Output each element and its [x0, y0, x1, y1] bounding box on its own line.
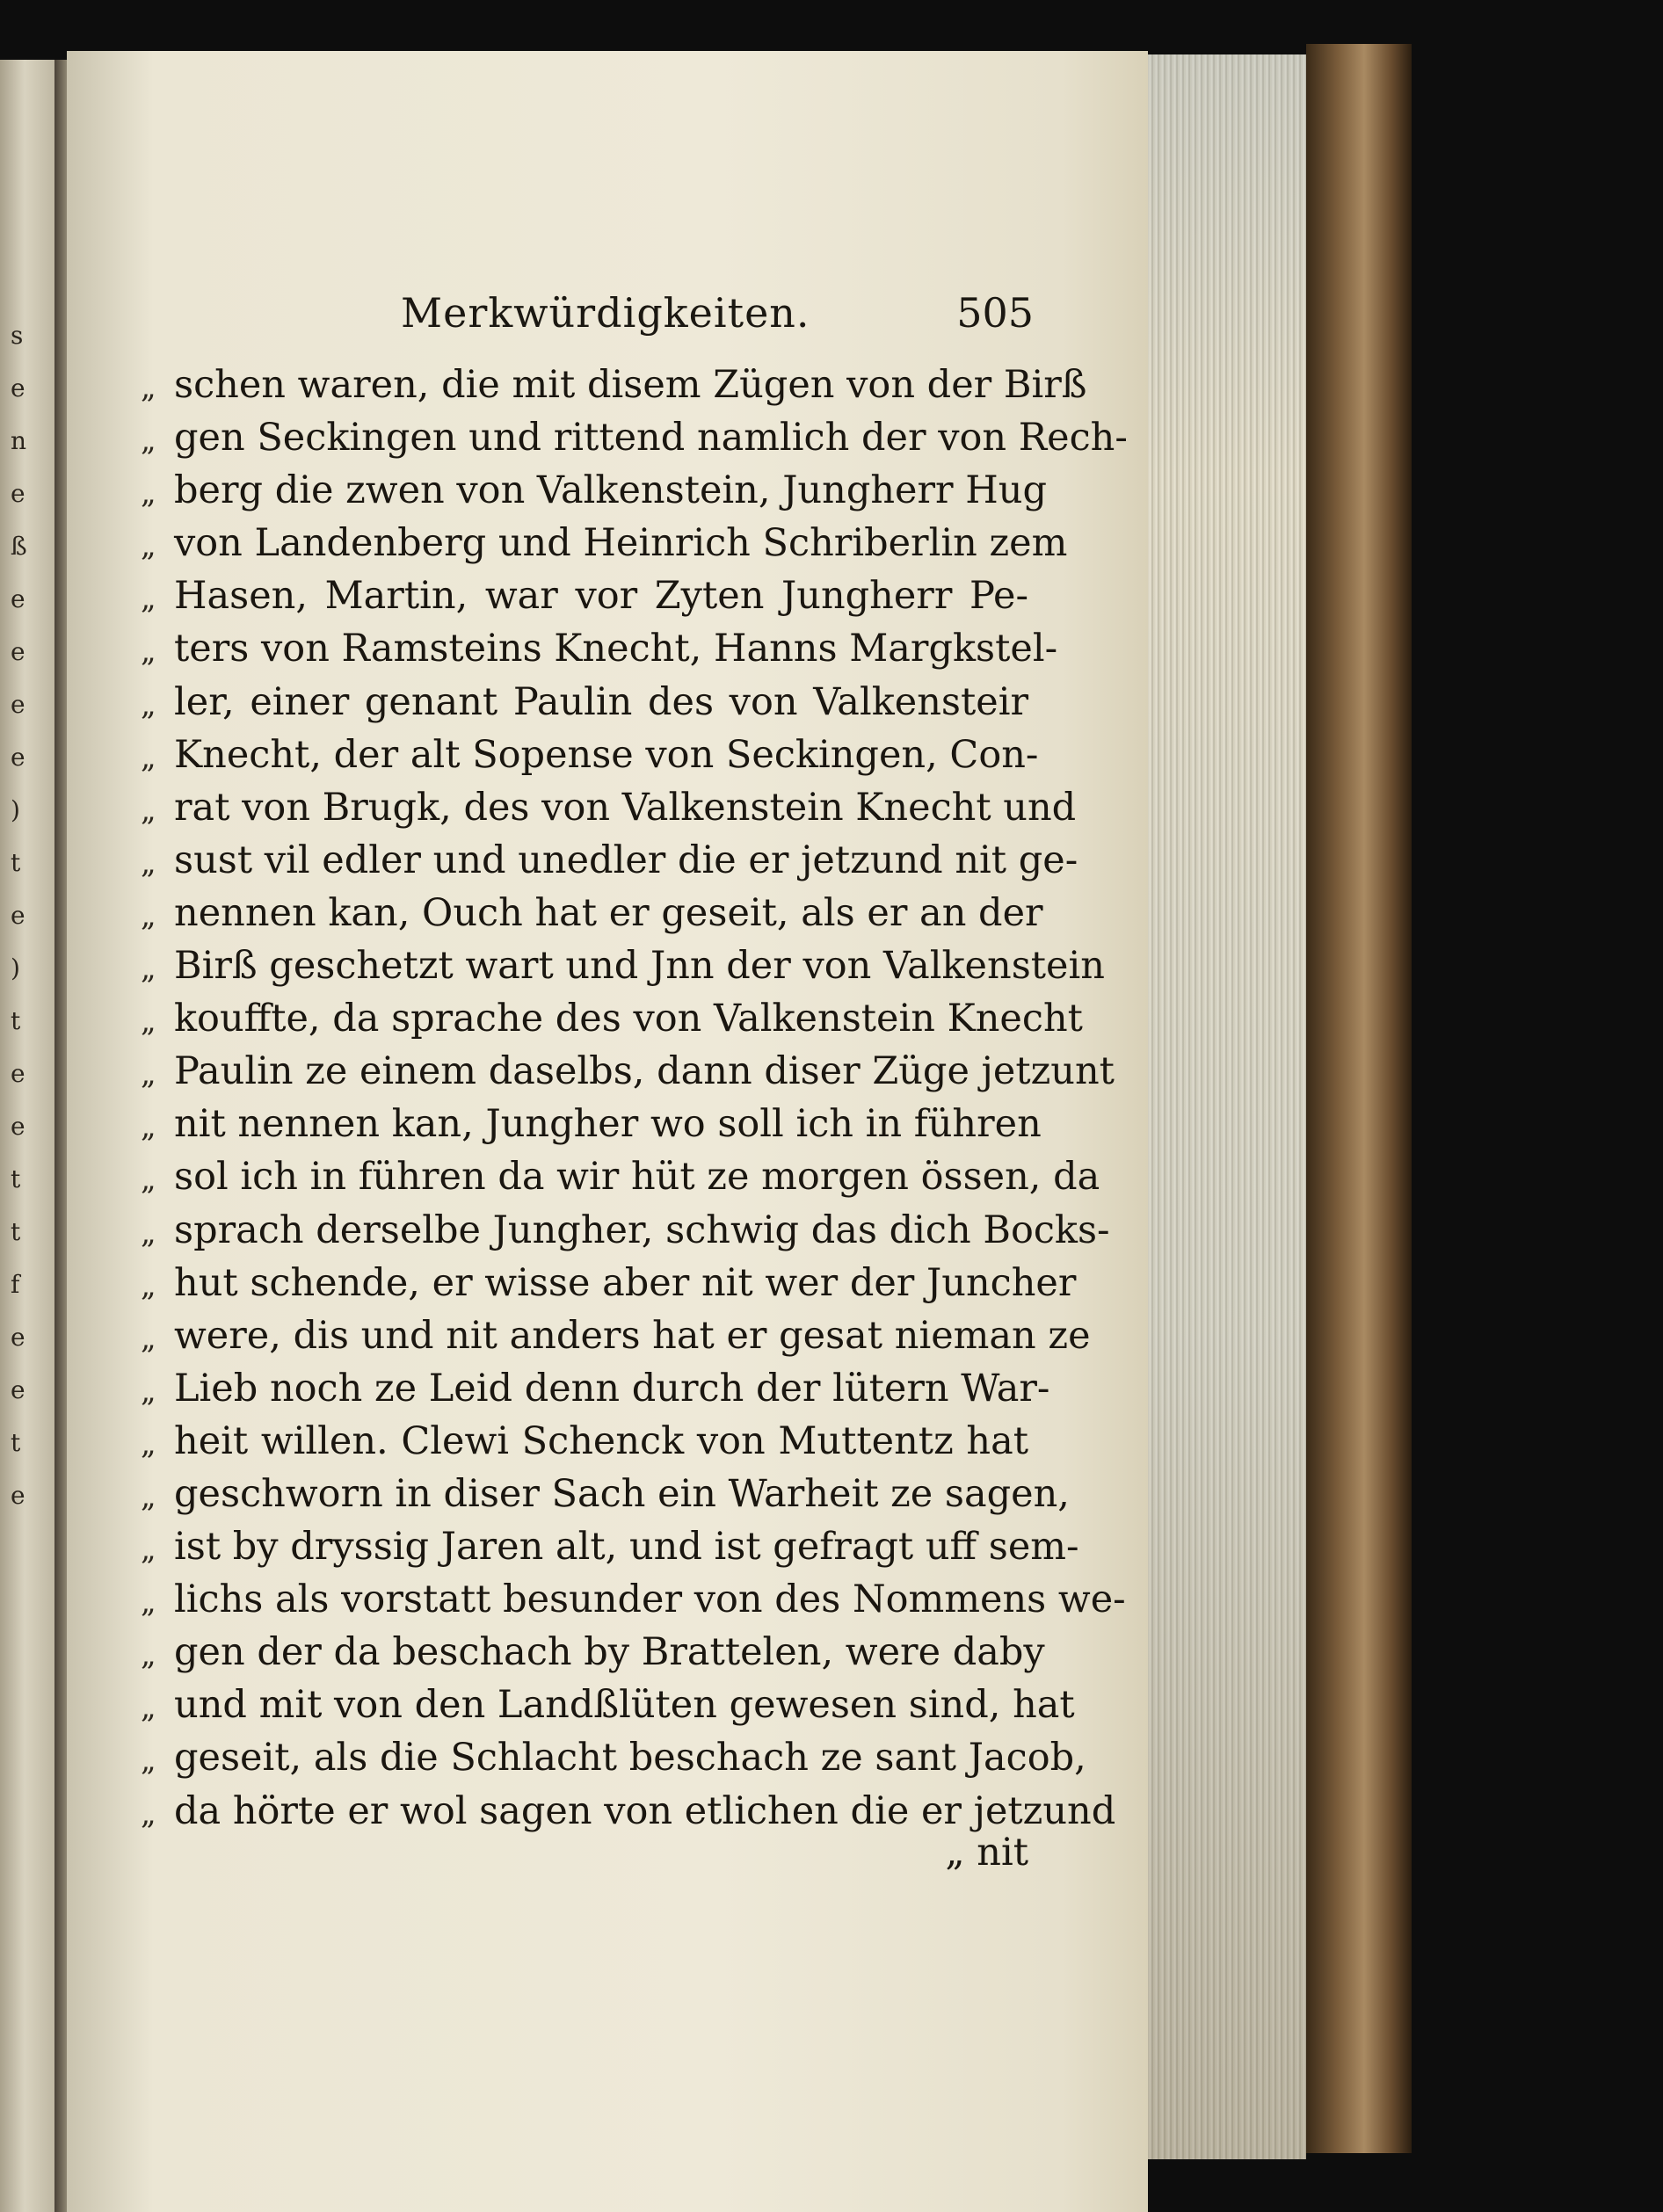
left-page-fragment: f: [11, 1270, 20, 1299]
text-line: [141, 359, 1087, 411]
line-text: Paulin ze einem daselbs, dann diser Züge jetzunt: [174, 1049, 1115, 1094]
text-line: [141, 1626, 1045, 1679]
text-line: [141, 411, 1128, 464]
left-page-fragment: t: [11, 1164, 21, 1193]
quotation-mark: „: [141, 528, 156, 564]
quotation-mark: „: [141, 792, 156, 828]
quotation-mark: „: [141, 1320, 156, 1356]
line-text: kouffte, da sprache des von Valkenstein Knecht: [174, 997, 1083, 1041]
line-text: Knecht, der alt Sopense von Seckingen, Con-: [174, 732, 1039, 777]
text-line: [141, 1204, 1110, 1257]
line-text: sprach derselbe Jungher, schwig das dich Bocks-: [174, 1208, 1110, 1252]
quotation-mark: „: [141, 1637, 156, 1673]
text-line: [141, 992, 1083, 1045]
line-text: und mit von den Landßlüten gewesen sind, hat: [174, 1683, 1075, 1728]
left-page-fragment: e: [11, 690, 25, 719]
text-line: [141, 464, 1047, 517]
text-line: [141, 1257, 1077, 1309]
text-line: [141, 1573, 1126, 1626]
left-page-fragment: t: [11, 1428, 21, 1457]
text-line: [141, 1098, 1042, 1150]
quotation-mark: „: [141, 1109, 156, 1145]
quotation-mark: „: [141, 951, 156, 987]
text-line: [141, 1150, 1100, 1203]
line-text: Lieb noch ze Leid denn durch der lütern War-: [174, 1366, 1050, 1411]
line-text: Hasen, Martin, war vor Zyten Jungherr Pe-: [174, 574, 1028, 619]
page-number: 505: [956, 289, 1034, 337]
quotation-mark: „: [141, 1425, 156, 1461]
left-page-fragment: s: [11, 321, 24, 350]
quotation-mark: „: [141, 1795, 156, 1831]
left-page-fragment: t: [11, 848, 21, 877]
quotation-mark: „: [141, 581, 156, 617]
text-line: [141, 1679, 1075, 1731]
line-text: Birß geschetzt wart und Jnn der von Valkenstein: [174, 944, 1105, 989]
quotation-mark: „: [141, 475, 156, 511]
line-text: gen der da beschach by Brattelen, were daby: [174, 1630, 1045, 1675]
left-page-fragment: t: [11, 1217, 21, 1246]
quotation-mark: „: [141, 1004, 156, 1040]
text-line: [141, 622, 1058, 675]
line-text: schen waren, die mit disem Zügen von der Birß: [174, 363, 1087, 407]
left-page-fragment: e: [11, 901, 25, 930]
book-gutter: [54, 60, 67, 2212]
line-text: nennen kan, Ouch hat er geseit, als er an der: [174, 890, 1043, 935]
text-line: [141, 676, 1028, 729]
line-text: hut schende, er wisse aber nit wer der Juncher: [174, 1260, 1077, 1305]
quotation-mark: „: [141, 686, 156, 722]
line-text: nit nennen kan, Jungher wo soll ich in führen: [174, 1102, 1042, 1147]
left-page-fragment: e: [11, 374, 25, 403]
line-text: rat von Brugk, des von Valkenstein Knecht und: [174, 785, 1077, 830]
quotation-mark: „: [141, 845, 156, 881]
line-text: sust vil edler und unedler die er jetzund nit ge-: [174, 838, 1078, 882]
text-line: [141, 781, 1077, 834]
quotation-mark: „: [141, 1532, 156, 1568]
left-page-fragment: e: [11, 1375, 25, 1404]
text-line: [141, 887, 1043, 939]
line-text: geschworn in diser Sach ein Warheit ze sagen,: [174, 1471, 1070, 1516]
quotation-mark: „: [141, 1162, 156, 1198]
page-stack-edge: [1148, 54, 1306, 2159]
text-line: [141, 569, 1028, 622]
left-page-fragment: e: [11, 637, 25, 666]
left-page-fragment: ß: [11, 532, 27, 561]
body-text: [141, 359, 1128, 1838]
left-page-fragment: e: [11, 479, 25, 508]
quotation-mark: „: [141, 1743, 156, 1779]
line-text: ist by dryssig Jaren alt, und ist gefragt uff sem-: [174, 1525, 1079, 1570]
book-page: [67, 51, 1148, 2212]
line-text: lichs als vorstatt besunder von des Nommens we-: [174, 1577, 1126, 1622]
quotation-mark: „: [141, 897, 156, 933]
line-text: sol ich in führen da wir hüt ze morgen össen, da: [174, 1155, 1100, 1200]
text-line: [141, 1309, 1091, 1362]
text-line: [141, 834, 1078, 887]
left-page-fragment: e: [11, 1481, 25, 1510]
quotation-mark: „: [141, 1215, 156, 1251]
left-page-edge: [0, 60, 54, 2212]
left-page-fragment: n: [11, 426, 27, 455]
left-page-fragment: e: [11, 584, 25, 613]
line-text: ters von Ramsteins Knecht, Hanns Margkstel-: [174, 627, 1058, 671]
text-line: [141, 1468, 1070, 1520]
text-line: [141, 1415, 1028, 1468]
left-page-fragment: e: [11, 1323, 25, 1352]
line-text: heit willen. Clewi Schenck von Muttentz hat: [174, 1418, 1028, 1463]
text-line: [141, 1731, 1086, 1784]
line-text: were, dis und nit anders hat er gesat nieman ze: [174, 1313, 1091, 1358]
quotation-mark: „: [141, 370, 156, 405]
text-line: [141, 1520, 1079, 1573]
line-text: geseit, als die Schlacht beschach ze sant Jacob,: [174, 1736, 1086, 1780]
left-page-fragment: ): [11, 795, 20, 824]
left-page-fragment: e: [11, 743, 25, 772]
quotation-mark: „: [141, 1585, 156, 1621]
left-page-fragment: e: [11, 1059, 25, 1088]
quotation-mark: „: [141, 1373, 156, 1409]
quotation-mark: „: [141, 739, 156, 775]
quotation-mark: „: [141, 1267, 156, 1303]
running-head: Merkwürdigkeiten.: [401, 289, 810, 337]
line-text: von Landenberg und Heinrich Schriberlin zem: [174, 521, 1068, 566]
quotation-mark: „: [141, 634, 156, 670]
text-line: [141, 729, 1039, 781]
text-line: [141, 1362, 1050, 1415]
left-page-fragment: t: [11, 1006, 21, 1035]
quotation-mark: „: [141, 1690, 156, 1726]
text-line: [141, 1785, 1116, 1838]
line-text: da hörte er wol sagen von etlichen die er jetzund: [174, 1788, 1116, 1833]
catchword: „ nit: [945, 1831, 1028, 1875]
text-line: [141, 939, 1105, 992]
left-page-fragment: ): [11, 954, 20, 983]
quotation-mark: „: [141, 1478, 156, 1514]
left-page-fragment: e: [11, 1112, 25, 1141]
line-text: berg die zwen von Valkenstein, Jungherr Hug: [174, 468, 1047, 513]
text-line: [141, 1045, 1115, 1098]
line-text: gen Seckingen und rittend namlich der von Rech-: [174, 416, 1128, 461]
quotation-mark: „: [141, 1056, 156, 1092]
book-cover-edge: [1306, 44, 1412, 2153]
text-line: [141, 517, 1068, 569]
line-text: ler, einer genant Paulin des von Valkensteir: [174, 679, 1028, 724]
quotation-mark: „: [141, 423, 156, 459]
